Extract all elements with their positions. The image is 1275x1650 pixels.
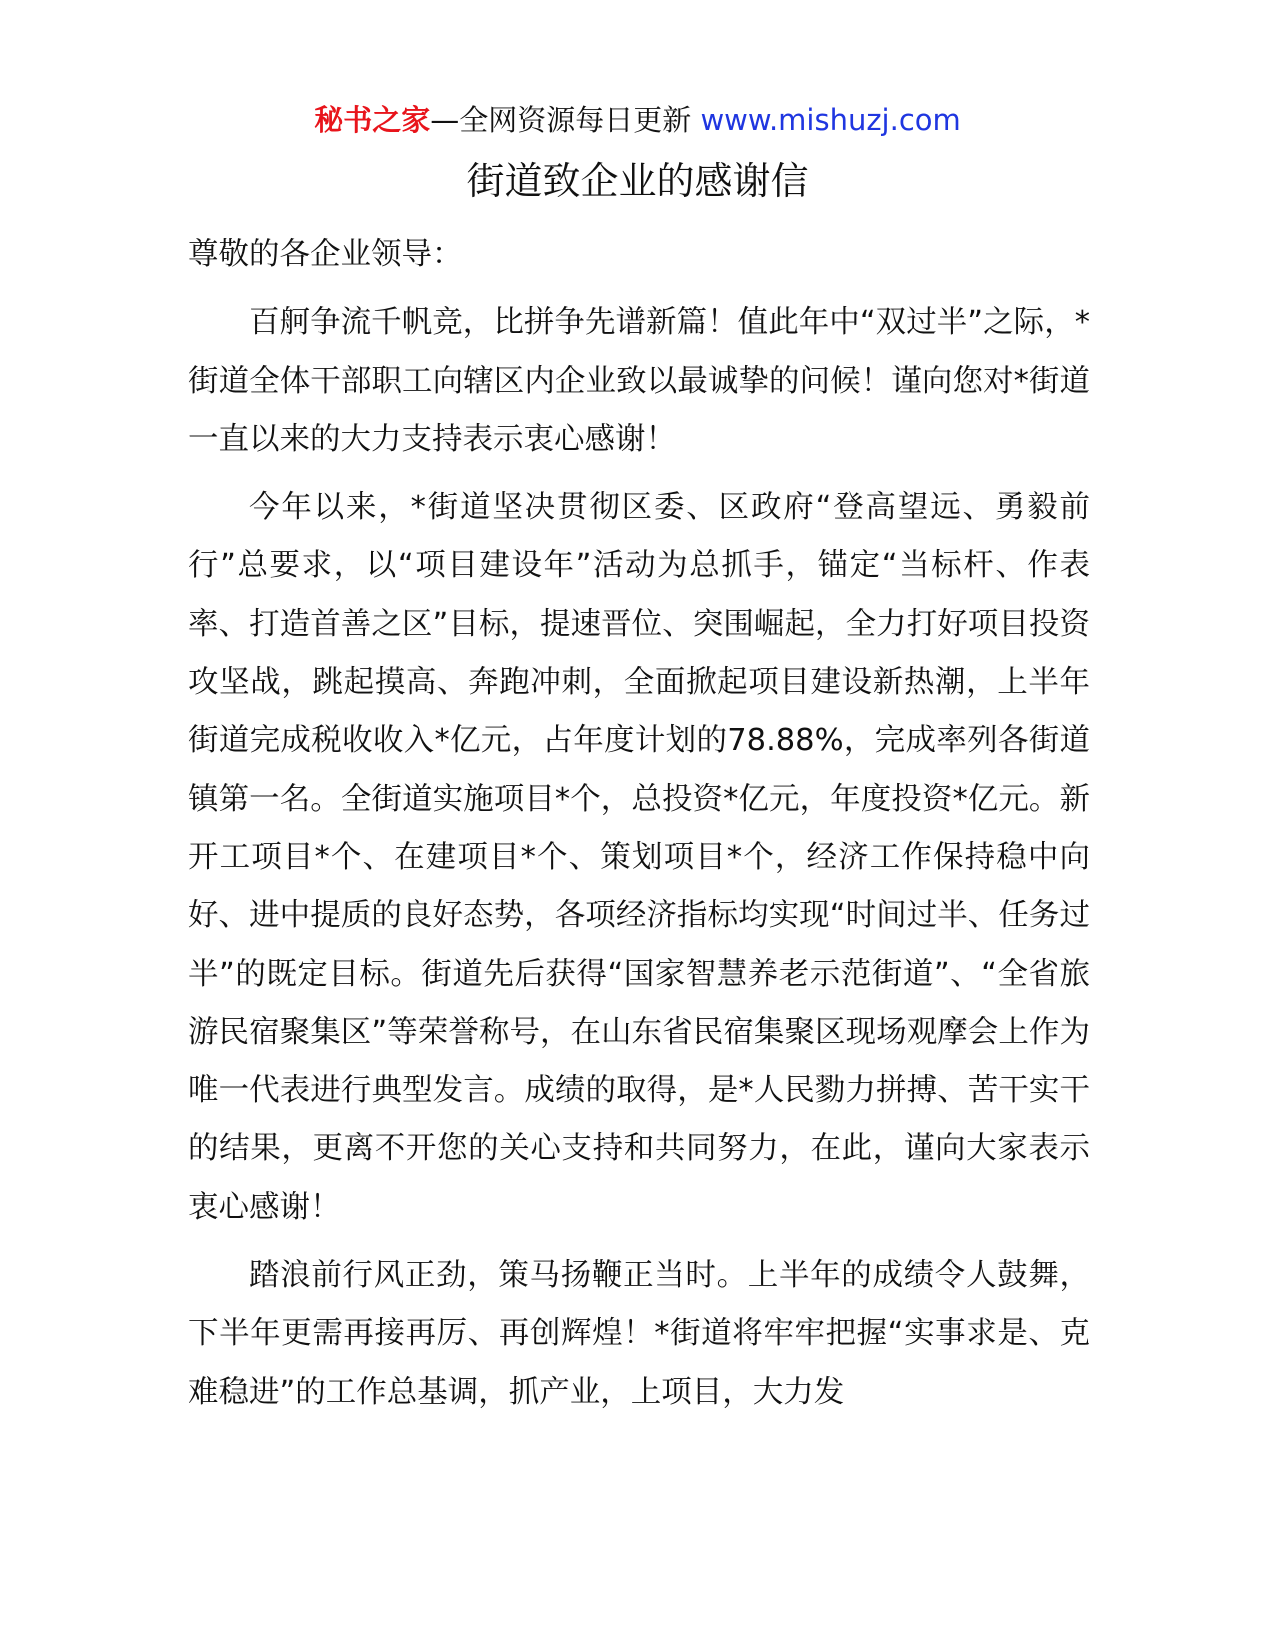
document-title: 街道致企业的感谢信 bbox=[466, 159, 809, 203]
paragraph: 百舸争流千帆竞，比拼争先谱新篇！值此年中“双过半”之际，*街道全体干部职工向辖区内企业致以最诚挚的问候！谨向您对*街道一直以来的大力支持表示衷心感谢！ bbox=[188, 305, 1090, 457]
letter-body bbox=[188, 226, 1090, 1432]
paragraph: 今年以来，*街道坚决贯彻区委、区政府“登高望远、勇毅前行”总要求，以“项目建设年”活动为总抓手，锚定“当标杆、作表率、打造首善之区”目标，提速晋位、突围崛起，全力打好项目投资攻坚战，跳起摸高、奔跑冲刺，全面掀起项目建设新热潮，上半年街道完成税收收入*亿元，占年度计划的78.88%，完成率列各街道镇第一名。全街道实施项目*个，总投资*亿元，年度投资*亿元。新开工项目*个、在建项目*个、策划项目*个，经济工作保持稳中向好、进中提质的良好态势，各项经济指标均实现“时间过半、任务过半”的既定目标。街道先后获得“国家智慧养老示范街道”、“全省旅游民宿聚集区”等荣誉称号，在山东省民宿集聚区现场观摩会上作为唯一代表进行典型发言。成绩的取得，是*人民勠力拼搏、苦干实干的结果，更离不开您的关心支持和共同努力，在此，谨向大家表示衷心感谢！ bbox=[188, 490, 1090, 1225]
brand-name: 秘书之家 bbox=[314, 103, 431, 137]
site-header bbox=[0, 100, 1275, 140]
header-tagline: —全网资源每日更新 bbox=[430, 103, 701, 137]
site-url-link[interactable]: www.mishuzj.com bbox=[700, 103, 961, 137]
paragraph: 踏浪前行风正劲，策马扬鞭正当时。上半年的成绩令人鼓舞，下半年更需再接再厉、再创辉煌！*街道将牢牢把握“实事求是、克难稳进”的工作总基调，抓产业，上项目，大力发 bbox=[188, 1258, 1090, 1410]
salutation: 尊敬的各企业领导： bbox=[188, 237, 463, 272]
